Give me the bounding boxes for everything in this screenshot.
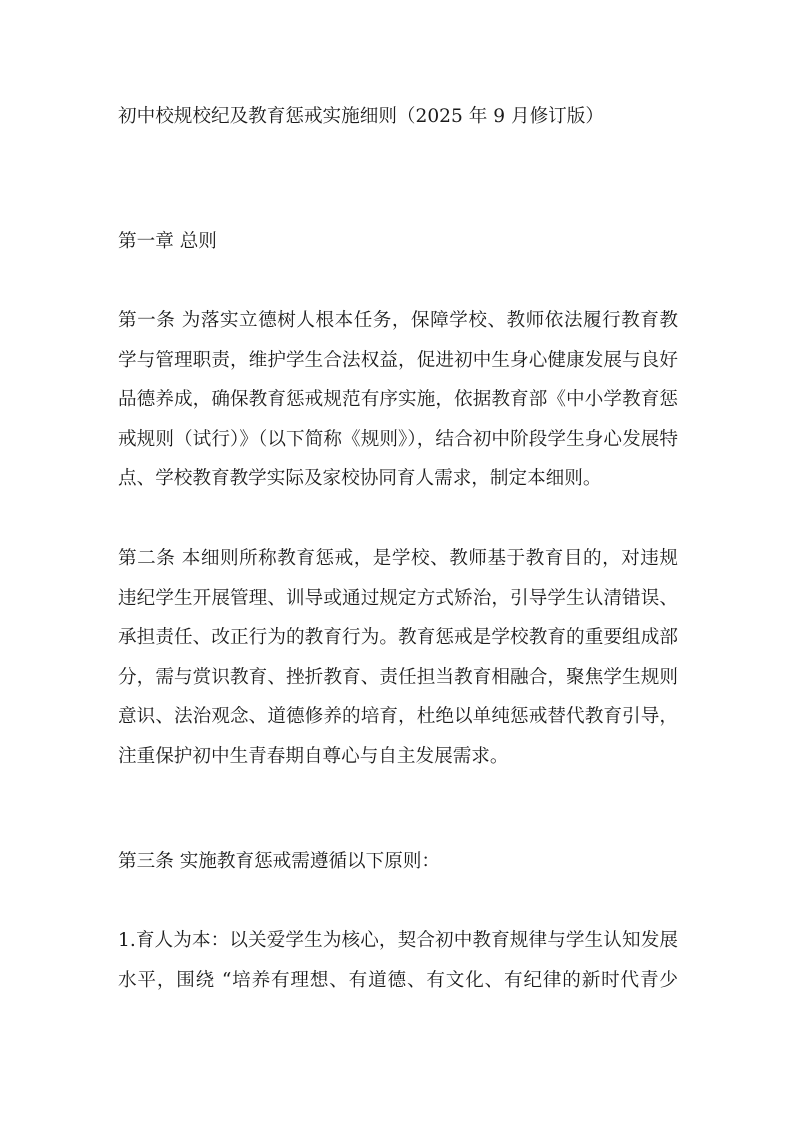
article-1-line: 品德养成，确保教育惩戒规范有序实施，依据教育部《中小学教育惩 <box>118 389 678 410</box>
article-1-line: 学与管理职责，维护学生合法权益，促进初中生身心健康发展与良好 <box>118 350 678 371</box>
article-2-line: 违纪学生开展管理、训导或通过规定方式矫治，引导学生认清错误、 <box>118 588 678 609</box>
article-1-line: 戒规则（试行）》（以下简称《规则》），结合初中阶段学生身心发展特 <box>118 429 678 450</box>
article-2-line: 分，需与赏识教育、挫折教育、责任担当教育相融合，聚焦学生规则 <box>118 667 678 688</box>
article-2-line: 承担责任、改正行为的教育行为。教育惩戒是学校教育的重要组成部 <box>118 627 678 648</box>
chapter-heading: 第一章 总则 <box>118 231 217 252</box>
article-2-line: 第二条 本细则所称教育惩戒，是学校、教师基于教育目的，对违规 <box>118 548 678 569</box>
article-1-line: 第一条 为落实立德树人根本任务，保障学校、教师依法履行教育教 <box>118 310 678 331</box>
principle-1-line: 水平，围绕 “培养有理想、有道德、有文化、有纪律的新时代青少 <box>118 970 678 991</box>
article-3-heading: 第三条 实施教育惩戒需遵循以下原则： <box>118 851 441 872</box>
article-2-line: 意识、法治观念、道德修养的培育，杜绝以单纯惩戒替代教育引导， <box>118 706 678 727</box>
article-1-line: 点、学校教育教学实际及家校协同育人需求，制定本细则。 <box>118 468 602 489</box>
principle-1-line: 1.育人为本：以关爱学生为核心，契合初中教育规律与学生认知发展 <box>118 930 678 951</box>
article-2-line: 注重保护初中生青春期自尊心与自主发展需求。 <box>118 746 509 767</box>
document-title: 初中校规校纪及教育惩戒实施细则（2025 年 9 月修订版） <box>118 106 604 127</box>
